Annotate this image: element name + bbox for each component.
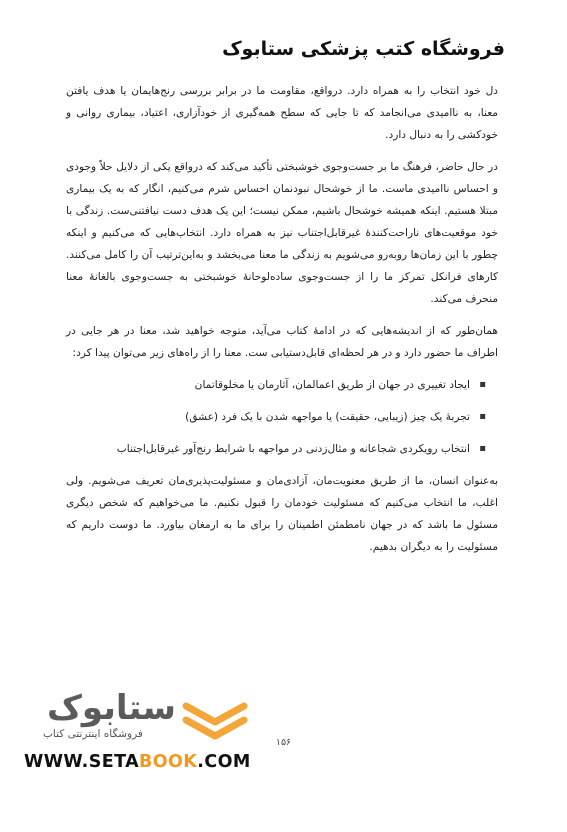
paragraph-1: دل خود انتخاب را به همراه دارد. درواقع، مقاومت ما در برابر بررسی رنج‌هایمان یا هدف یافتن معنا، به ناامیدی می‌انجامد که تا جایی که سطح همه‌گیری از خودآزاری، اعتیاد، بیماری روانی و خودکشی را به دنبال دارد. bbox=[66, 85, 498, 141]
website-url[interactable] bbox=[24, 752, 251, 772]
website-suffix: .COM bbox=[197, 752, 251, 772]
logo-tagline: فروشگاه اینترنتی کتاب bbox=[43, 728, 143, 740]
website-accent: BOOK bbox=[139, 752, 198, 772]
paragraph-3: همان‌طور که از اندیشه‌هایی که در ادامهٔ کتاب می‌آید، متوجه خواهید شد، معنا در هر جایی در اطراف ما حضور دارد و در هر لحظه‌ای قابل‌دستیابی ست. معنا را از راه‌های زیر می‌توان پیدا کرد: bbox=[66, 325, 498, 359]
store-title: فروشگاه کتب پزشکی ستابوک bbox=[222, 38, 505, 60]
logo-wordmark: ستابوک bbox=[47, 688, 176, 728]
page-content bbox=[66, 80, 498, 568]
closing-paragraph: به‌عنوان انسان، ما از طریق معنویت‌مان، آزادی‌مان و مسئولیت‌پذیری‌مان تعریف می‌شویم. ولی اغلب، ما انتخاب می‌کنیم که مسئولیت خودمان را قبول نکنیم. ما می‌خواهیم که شخص دیگری مسئول ما باشد که در جهان نامطمئن اطمینان را برای ما به ارمغان بیاورد. ما دوست داریم که مسئولیت را به دیگران بدهیم. bbox=[66, 475, 498, 553]
bullet-list bbox=[66, 374, 498, 460]
bullet-item: ▪ انتخاب رویکردی شجاعانه و مثال‌زدنی در مواجهه با شرایط رنج‌آور غیرقابل‌اجتناب bbox=[66, 438, 486, 460]
paragraph-2: در حال حاضر، فرهنگ ما بر جست‌وجوی خوشبختی تأکید می‌کند که درواقع یکی از دلایل حلاً وجودی و احساس ناامیدی ماست. ما از خوشحال نبودنمان احساس شرم می‌کنیم، انگار که به یک بیماری مبتلا هستیم. اینکه همیشه خوشحال باشیم، ممکن نیست؛ این یک هدف دست نیافتنی‌ست. زندگی با خود موقعیت‌های ناراحت‌کنندهٔ غیرقابل‌اجتناب نیز به همراه دارد. انتخاب‌هایی که می‌کنیم و اینکه چطور با این زمان‌ها روبه‌رو می‌شویم به زندگی ما معنا می‌بخشد و به‌این‌ترتیب آن را کامل می‌کنند. کارهای فرانکل تمرکز ما را از جست‌وجوی ساده‌لوحانهٔ خوشبختی به جست‌وجوی بالغانهٔ معنا منحرف می‌کند. bbox=[66, 161, 498, 305]
website-prefix: WWW.SETA bbox=[24, 752, 140, 772]
bullet-item: ▪ تجربهٔ یک چیز (زیبایی، حقیقت) یا مواجهه شدن با یک فرد (عشق) bbox=[66, 406, 486, 428]
bullet-item: ▪ ایجاد تغییری در جهان از طریق اعمالمان، آثارمان یا مخلوقاتمان bbox=[66, 374, 486, 396]
page-number: ۱۵۶ bbox=[275, 737, 292, 748]
